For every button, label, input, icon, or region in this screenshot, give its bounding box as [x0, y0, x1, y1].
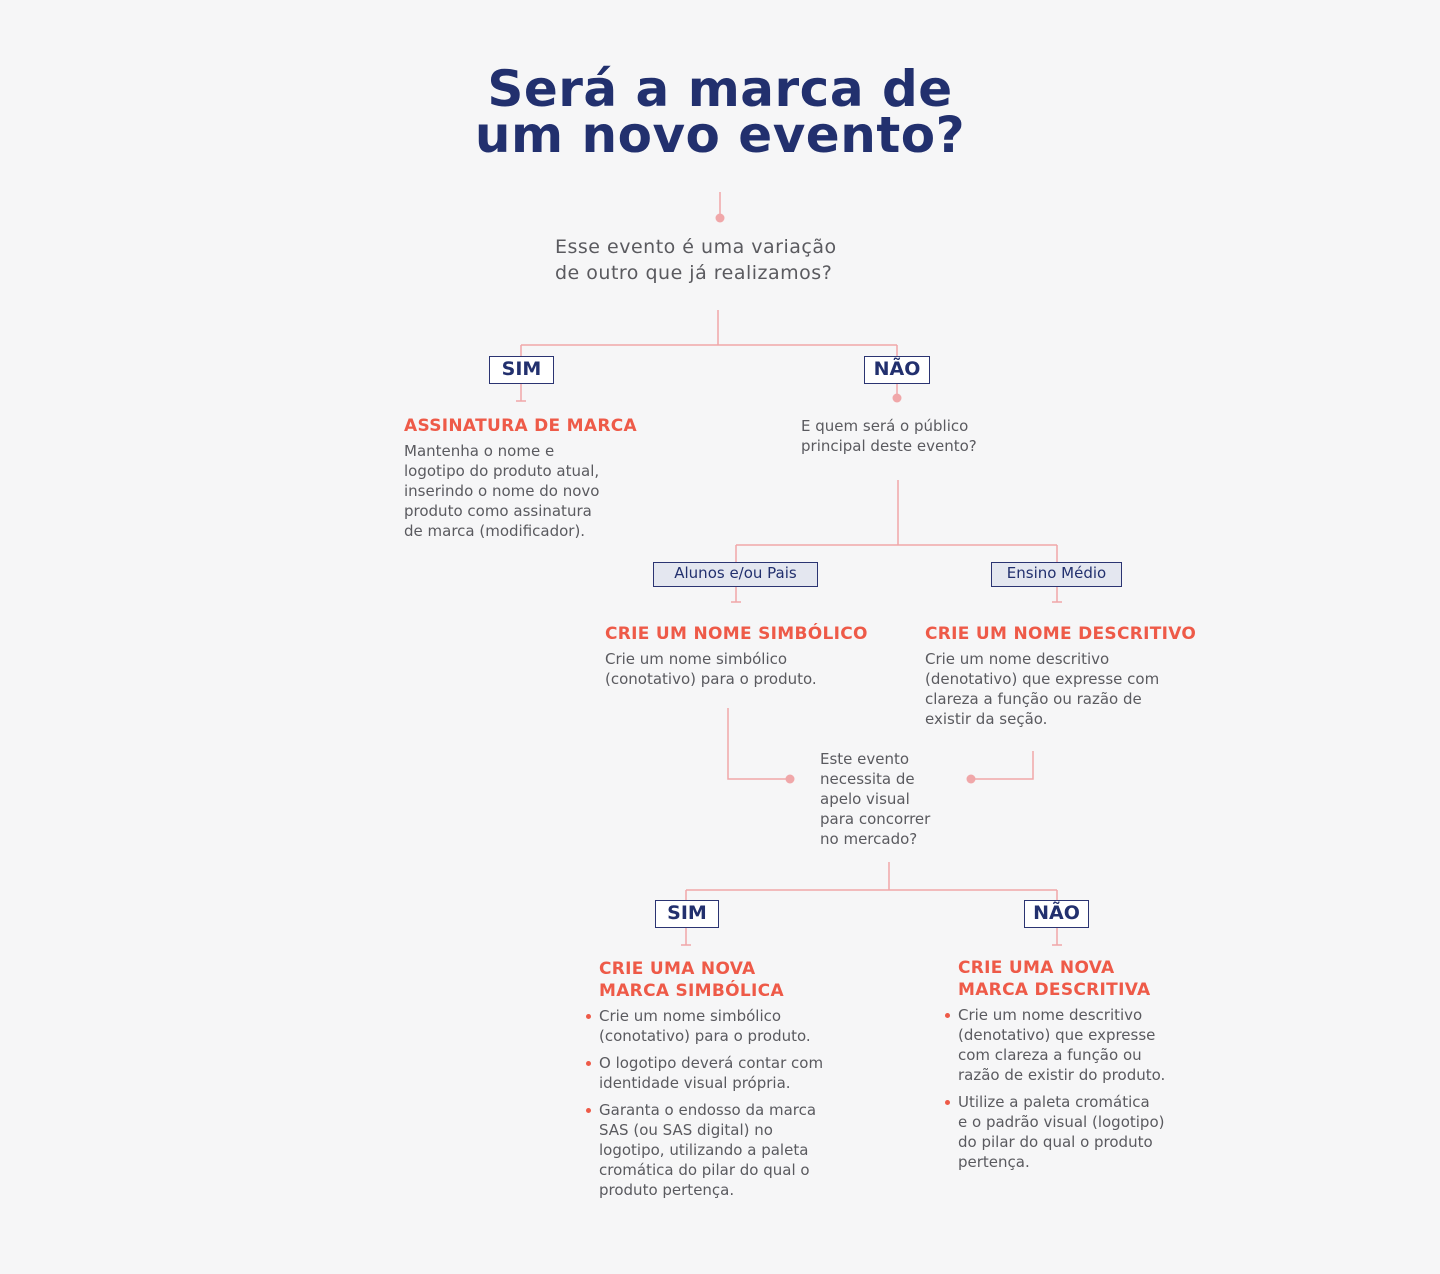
result-heading — [958, 957, 1238, 1001]
question-line: apelo visual — [820, 790, 910, 808]
bullet-item — [599, 1100, 879, 1200]
bullet-item — [958, 1005, 1238, 1085]
description-line: produto como assinatura — [404, 502, 592, 520]
result-heading: CRIE UM NOME SIMBÓLICO — [605, 624, 868, 644]
description-line: de marca (modificador). — [404, 522, 586, 540]
title-line-1: Será a marca de — [487, 60, 953, 118]
heading-line: CRIE UMA NOVA — [958, 958, 1115, 978]
result-description — [404, 441, 664, 541]
bullet-line: (denotativo) que expresse — [958, 1026, 1156, 1044]
question-line: E quem será o público — [801, 417, 969, 435]
page-title — [320, 60, 1120, 164]
result-symbolic-name — [605, 623, 905, 689]
description-line: inserindo o nome do novo — [404, 482, 600, 500]
bullet-item — [599, 1006, 879, 1046]
description-line: (conotativo) para o produto. — [605, 670, 817, 688]
bullet-line: Crie um nome descritivo — [958, 1006, 1143, 1024]
question-line: Esse evento é uma variação — [555, 236, 837, 258]
description-line: (denotativo) que expresse com — [925, 670, 1160, 688]
description-line: logotipo do produto atual, — [404, 462, 600, 480]
question-line: principal deste evento? — [801, 437, 977, 455]
result-description — [605, 649, 905, 689]
bullet-line: razão de existir do produto. — [958, 1066, 1166, 1084]
question-line: Este evento — [820, 750, 910, 768]
result-bullet-list — [599, 1006, 879, 1200]
bullet-line: Crie um nome simbólico — [599, 1007, 782, 1025]
bullet-line: identidade visual própria. — [599, 1074, 791, 1092]
title-line-2: um novo evento? — [474, 106, 966, 164]
question-line: de outro que já realizamos? — [555, 262, 833, 284]
bullet-line: SAS (ou SAS digital) no — [599, 1121, 773, 1139]
description-line: clareza a função ou razão de — [925, 690, 1142, 708]
description-line: Crie um nome simbólico — [605, 650, 788, 668]
audience-high-school-pill: Ensino Médio — [991, 562, 1122, 587]
question-line: para concorrer — [820, 810, 931, 828]
bullet-line: e o padrão visual (logotipo) — [958, 1113, 1165, 1131]
bullet-line: Utilize a paleta cromática — [958, 1093, 1150, 1111]
audience-students-parents-pill: Alunos e/ou Pais — [653, 562, 818, 587]
answer-yes-pill: SIM — [489, 356, 554, 384]
bullet-item — [599, 1053, 879, 1093]
question-audience — [801, 416, 1061, 456]
bullet-line: produto pertença. — [599, 1181, 735, 1199]
answer-no-pill: NÃO — [1024, 900, 1089, 928]
bullet-line: do pilar do qual o produto — [958, 1133, 1153, 1151]
answer-yes-pill: SIM — [655, 900, 719, 928]
question-line: necessita de — [820, 770, 915, 788]
heading-line: CRIE UMA NOVA — [599, 959, 756, 979]
result-brand-signature — [404, 415, 664, 541]
description-line: Mantenha o nome e — [404, 442, 555, 460]
question-line: no mercado? — [820, 830, 918, 848]
bullet-line: logotipo, utilizando a paleta — [599, 1141, 809, 1159]
answer-no-pill: NÃO — [864, 356, 930, 384]
bullet-item — [958, 1092, 1238, 1172]
bullet-line: pertença. — [958, 1153, 1030, 1171]
result-heading: CRIE UM NOME DESCRITIVO — [925, 624, 1197, 644]
bullet-line: com clareza a função ou — [958, 1046, 1142, 1064]
heading-line: MARCA DESCRITIVA — [958, 980, 1151, 1000]
bullet-line: cromática do pilar do qual o — [599, 1161, 810, 1179]
question-visual-appeal — [820, 749, 960, 849]
question-variation — [555, 234, 895, 286]
result-heading: ASSINATURA DE MARCA — [404, 416, 637, 436]
result-new-symbolic-brand — [599, 958, 879, 1207]
bullet-line: (conotativo) para o produto. — [599, 1027, 811, 1045]
result-new-descriptive-brand — [958, 957, 1238, 1179]
result-descriptive-name — [925, 623, 1225, 729]
description-line: existir da seção. — [925, 710, 1048, 728]
result-bullet-list — [958, 1005, 1238, 1172]
heading-line: MARCA SIMBÓLICA — [599, 981, 784, 1001]
bullet-line: O logotipo deverá contar com — [599, 1054, 824, 1072]
result-description — [925, 649, 1225, 729]
bullet-line: Garanta o endosso da marca — [599, 1101, 817, 1119]
description-line: Crie um nome descritivo — [925, 650, 1110, 668]
result-heading — [599, 958, 879, 1002]
